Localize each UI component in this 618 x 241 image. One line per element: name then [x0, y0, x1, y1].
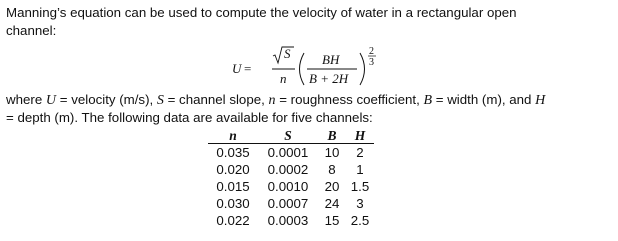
cell-b: 24	[324, 196, 340, 211]
cell-s: 0.0007	[267, 196, 309, 211]
cell-s: 0.0002	[267, 162, 309, 177]
denominator-n: n	[280, 71, 287, 86]
header-s: S	[284, 128, 292, 143]
equation-equals: =	[244, 61, 252, 76]
cell-b: 10	[324, 145, 340, 160]
definition-text: = channel slope,	[163, 92, 269, 107]
definition-text: = roughness coefficient,	[275, 92, 424, 107]
definition-text: = width (m), and	[432, 92, 536, 107]
intro-text-line-2: channel:	[6, 23, 57, 38]
cell-n: 0.022	[216, 213, 250, 228]
cell-n: 0.035	[216, 145, 250, 160]
exponent-denominator: 3	[369, 57, 374, 68]
table-header-row	[208, 128, 374, 144]
left-paren	[300, 53, 305, 85]
table-row	[208, 161, 374, 178]
cell-h: 2.5	[350, 213, 370, 228]
variable-definitions-line-1	[6, 92, 545, 109]
table-row	[208, 144, 374, 162]
math-symbol: n	[268, 93, 276, 108]
definition-text: = velocity (m/s),	[56, 92, 157, 107]
cell-h: 1	[356, 162, 364, 177]
cell-s: 0.0010	[267, 179, 309, 194]
sqrt-argument: S	[284, 46, 291, 61]
definition-text: where	[6, 92, 46, 107]
table-row	[208, 212, 374, 229]
cell-n: 0.020	[216, 162, 250, 177]
right-paren	[360, 53, 365, 85]
table-row	[208, 195, 374, 212]
equation-lhs: U	[232, 61, 242, 76]
exponent-numerator: 2	[369, 46, 374, 57]
header-n: n	[229, 128, 237, 143]
manning-equation	[232, 42, 392, 90]
cell-b: 8	[328, 162, 336, 177]
cell-h: 1.5	[350, 179, 370, 194]
intro-text-line-1: Manning’s equation can be used to compute the velocity of water in a rectangular open	[6, 5, 517, 20]
cell-b: 15	[324, 213, 340, 228]
cell-h: 3	[356, 196, 364, 211]
header-h: H	[354, 128, 366, 143]
table-row	[208, 178, 374, 195]
channel-data-table	[208, 128, 374, 229]
header-b: B	[327, 128, 337, 143]
fraction-denominator: B + 2H	[309, 71, 349, 86]
fraction-numerator: BH	[322, 52, 340, 67]
variable-definitions-line-2: = depth (m). The following data are available for five channels:	[6, 110, 373, 125]
cell-s: 0.0003	[267, 213, 309, 228]
math-symbol: H	[535, 93, 546, 108]
math-symbol: S	[156, 93, 164, 108]
math-symbol: U	[45, 93, 57, 108]
cell-h: 2	[356, 145, 364, 160]
cell-n: 0.030	[216, 196, 250, 211]
math-symbol: B	[423, 93, 433, 108]
cell-n: 0.015	[216, 179, 250, 194]
cell-b: 20	[324, 179, 340, 194]
cell-s: 0.0001	[267, 145, 309, 160]
